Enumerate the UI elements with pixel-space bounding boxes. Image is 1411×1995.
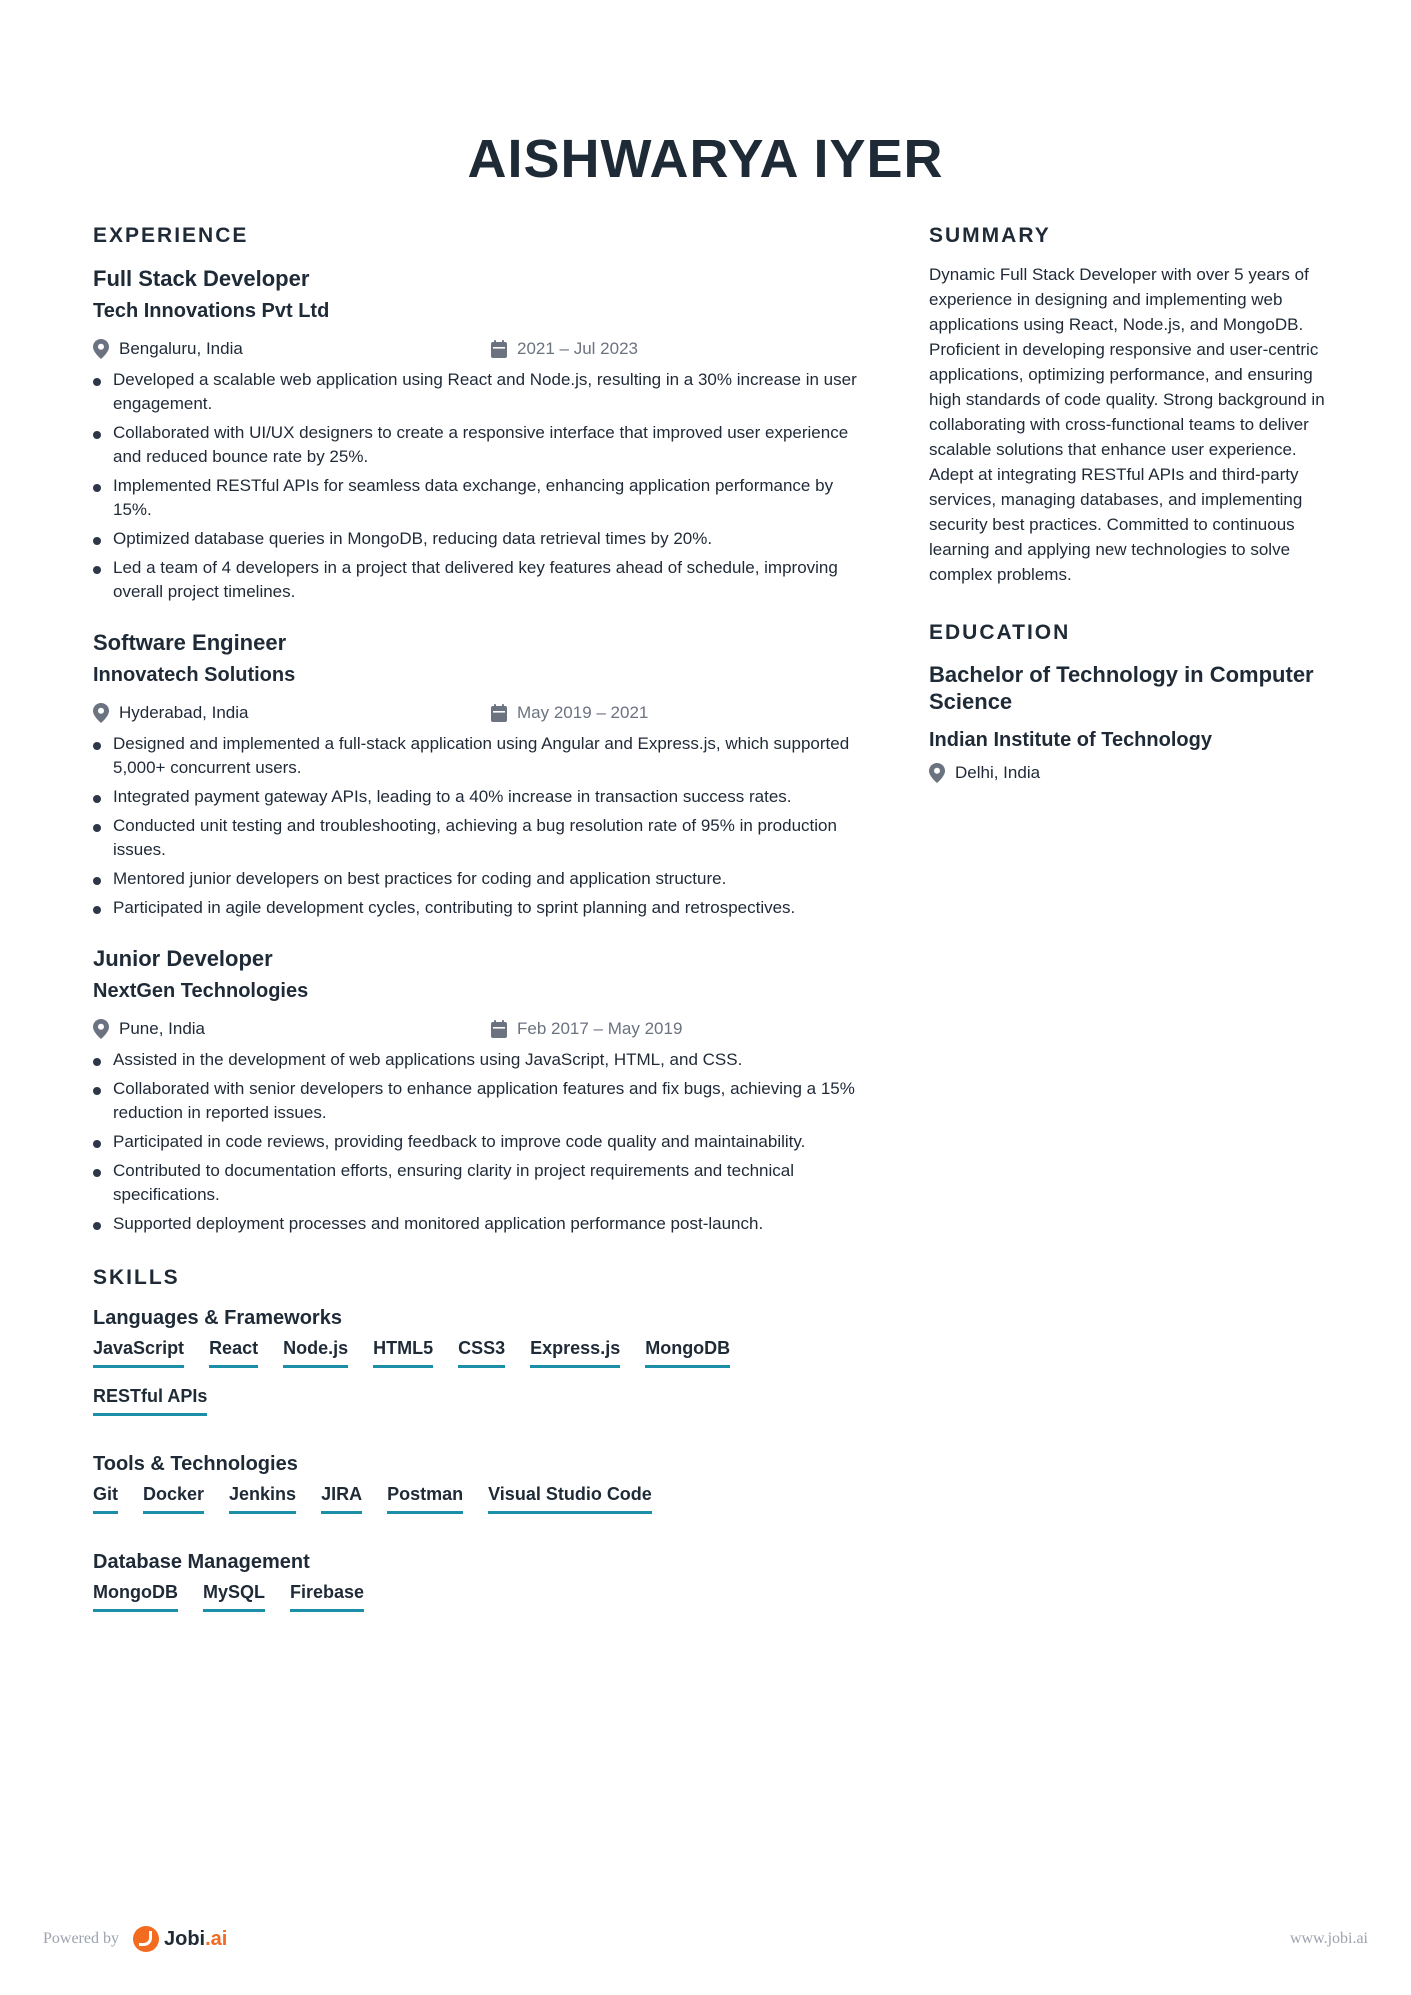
job-bullet: Participated in code reviews, providing feedback to improve code quality and maintainability. [93,1130,873,1154]
experience-section [93,224,873,1236]
job-dates-text: Feb 2017 – May 2019 [517,1019,683,1038]
job-title: Junior Developer [93,946,273,971]
job-location [93,703,491,723]
job-meta [93,700,873,726]
map-pin-icon [93,703,119,723]
skill-tag-list [93,1482,873,1530]
skill-tag: MongoDB [645,1336,730,1368]
skill-tag: RESTful APIs [93,1384,207,1416]
skill-category: Database Management [93,1551,310,1573]
education-section [929,621,1329,783]
summary-heading: SUMMARY [929,224,1051,247]
job-bullet: Led a team of 4 developers in a project that delivered key features ahead of schedule, improving overall project timelines. [93,556,873,604]
skill-tag-list [93,1580,873,1628]
skill-tag: Jenkins [229,1482,296,1514]
skill-group-list [93,1304,873,1628]
map-pin-icon [929,763,955,783]
job-dates-text: May 2019 – 2021 [517,703,649,722]
skill-tag: MySQL [203,1580,265,1612]
calendar-icon [491,340,517,358]
skill-tag: Docker [143,1482,204,1514]
calendar-icon [491,704,517,722]
company-name: Tech Innovations Pvt Ltd [93,300,330,322]
job-location-text: Bengaluru, India [119,339,243,358]
degree-title: Bachelor of Technology in Computer Science [929,662,1314,714]
job-dates [491,339,638,359]
skill-tag-list [93,1336,873,1432]
job-entry [93,628,873,920]
education-location [929,763,1329,783]
brand-name-main: Jobi [163,1927,206,1950]
job-entry [93,944,873,1236]
job-bullet: Assisted in the development of web applications using JavaScript, HTML, and CSS. [93,1048,873,1072]
jobi-logo-icon [133,1926,159,1952]
company-name: NextGen Technologies [93,980,309,1002]
job-bullet: Supported deployment processes and monitored application performance post-launch. [93,1212,873,1236]
company-name: Innovatech Solutions [93,664,296,686]
brand-name[interactable] [164,1928,227,1951]
calendar-icon [491,1020,517,1038]
left-column [93,224,873,1628]
skill-group [93,1450,873,1530]
map-pin-icon [93,1019,119,1039]
job-location-text: Pune, India [119,1019,206,1038]
job-bullet-list [93,368,873,604]
job-bullet: Developed a scalable web application using React and Node.js, resulting in a 30% increase in user engagement. [93,368,873,416]
job-bullet: Integrated payment gateway APIs, leading to a 40% increase in transaction success rates. [93,785,873,809]
website-link[interactable]: www.jobi.ai [1289,1930,1368,1947]
job-bullet-list [93,732,873,920]
skill-tag: JIRA [321,1482,362,1514]
job-location [93,1019,491,1039]
skill-tag: MongoDB [93,1580,178,1612]
skill-tag: Firebase [290,1580,364,1612]
summary-section [929,224,1329,587]
job-bullet-list [93,1048,873,1236]
map-pin-icon [93,339,119,359]
job-location [93,339,491,359]
skill-tag: Postman [387,1482,463,1514]
job-bullet: Mentored junior developers on best practices for coding and application structure. [93,867,873,891]
job-bullet: Conducted unit testing and troubleshooting, achieving a bug resolution rate of 95% in production issues. [93,814,873,862]
job-title: Software Engineer [93,630,287,655]
job-dates [491,703,648,723]
skill-tag: JavaScript [93,1336,184,1368]
experience-heading: EXPERIENCE [93,224,249,247]
job-bullet: Optimized database queries in MongoDB, reducing data retrieval times by 20%. [93,527,873,551]
job-bullet: Designed and implemented a full-stack application using Angular and Express.js, which supported 5,000+ concurrent users. [93,732,873,780]
job-bullet: Participated in agile development cycles, contributing to sprint planning and retrospectives. [93,896,873,920]
job-list [93,264,873,1236]
skill-category: Languages & Frameworks [93,1307,342,1329]
skill-tag: Visual Studio Code [488,1482,652,1514]
skill-tag: Node.js [283,1336,348,1368]
candidate-name: AISHWARYA IYER [467,129,944,189]
job-dates-text: 2021 – Jul 2023 [517,339,638,358]
powered-by-footer [43,1926,227,1952]
job-dates [491,1019,682,1039]
job-bullet: Collaborated with UI/UX designers to create a responsive interface that improved user experience and reduced bounce rate by 25%. [93,421,873,469]
skill-tag: React [209,1336,258,1368]
summary-text: Dynamic Full Stack Developer with over 5 years of experience in designing and implementing web applications using React, Node.js, and MongoDB. Proficient in developing responsive and user-centric applications, optimizing performance, and ensuring high standards of code quality. Strong background in collaborating with cross-functional teams to deliver scalable solutions that enhance user experience. Adept at integrating RESTful APIs and third-party services, managing databases, and implementing security best practices. Committed to continuous learning and applying new technologies to solve complex problems. [929,265,1325,584]
education-heading: EDUCATION [929,621,1071,644]
right-column [929,224,1329,783]
institute-name: Indian Institute of Technology [929,729,1212,751]
job-bullet: Contributed to documentation efforts, ensuring clarity in project requirements and technical specifications. [93,1159,873,1207]
skill-group [93,1548,873,1628]
skill-tag: Express.js [530,1336,620,1368]
job-meta [93,336,873,362]
powered-by-label: Powered by [43,1930,119,1947]
skills-section [93,1266,873,1628]
skill-group [93,1304,873,1432]
job-bullet: Collaborated with senior developers to enhance application features and fix bugs, achieving a 15% reduction in reported issues. [93,1077,873,1125]
brand-name-tld: .ai [205,1927,228,1950]
skill-tag: HTML5 [373,1336,433,1368]
job-bullet: Implemented RESTful APIs for seamless data exchange, enhancing application performance by 15%. [93,474,873,522]
education-location-text: Delhi, India [955,763,1041,782]
skills-heading: SKILLS [93,1266,180,1289]
skill-tag: Git [93,1482,118,1514]
skill-category: Tools & Technologies [93,1453,298,1475]
job-entry [93,264,873,604]
job-title: Full Stack Developer [93,266,310,291]
job-location-text: Hyderabad, India [119,703,249,722]
job-meta [93,1016,873,1042]
skill-tag: CSS3 [458,1336,505,1368]
